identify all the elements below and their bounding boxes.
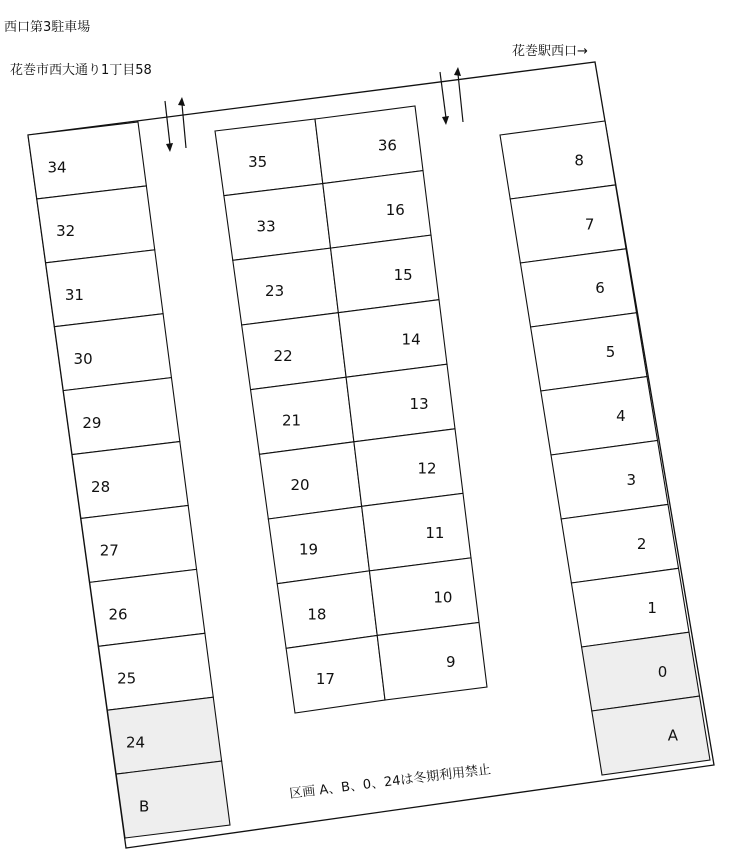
parking-stall	[286, 635, 385, 713]
stall-number-label: 14	[401, 330, 421, 349]
parking-stall	[46, 250, 163, 327]
parking-stall	[28, 122, 146, 199]
stall-area	[99, 633, 214, 710]
stall-number-label: 15	[393, 265, 413, 284]
stall-number-label: 21	[281, 411, 302, 430]
parking-stall	[90, 569, 205, 646]
stall-area	[331, 235, 439, 313]
stall-area	[90, 569, 205, 646]
stall-number-label: 9	[446, 653, 456, 672]
stall-number-label: 0	[657, 662, 668, 681]
stall-number-label: 1	[647, 598, 657, 617]
stall-number-label: 16	[385, 201, 405, 220]
stall-number-label: 29	[82, 413, 102, 432]
stall-area	[46, 250, 163, 327]
exit-arrow-up-icon	[182, 104, 186, 148]
parking-stall	[277, 571, 377, 648]
stall-number-label: 19	[298, 540, 319, 559]
station-direction-label: 花巻駅西口→	[512, 44, 588, 59]
parking-stall	[54, 314, 171, 391]
street-address-label: 花巻市西大通り1丁目58	[10, 63, 152, 78]
stall-area	[251, 377, 354, 454]
stall-number-label: 18	[307, 605, 327, 624]
stall-number-label: 5	[605, 343, 616, 362]
stall-area	[323, 171, 431, 249]
stall-number-label: 2	[636, 534, 647, 553]
stall-number-label: 23	[265, 282, 285, 301]
stall-number-label: 28	[91, 477, 111, 496]
stall-number-label: 32	[56, 222, 76, 241]
stall-area	[54, 314, 171, 391]
stall-number-label: 12	[417, 459, 437, 478]
restricted-stall-area	[116, 761, 230, 838]
stall-number-label: 31	[64, 286, 84, 305]
parking-stall	[215, 119, 323, 196]
stall-number-label: 35	[248, 153, 268, 171]
stall-number-label: 17	[315, 670, 335, 688]
stall-area	[233, 248, 339, 325]
stall-area	[377, 622, 487, 700]
page-title: 西口第3駐車場	[4, 20, 91, 35]
stall-number-label: 26	[108, 605, 128, 624]
stall-number-label: B	[139, 797, 150, 816]
stall-number-label: 20	[290, 476, 310, 495]
stall-number-label: 13	[409, 394, 429, 413]
arrow-head-up-icon	[178, 97, 185, 106]
stall-number-label: 24	[125, 733, 146, 752]
parking-stall	[116, 761, 230, 838]
stall-area	[277, 571, 377, 648]
parking-stall	[233, 248, 339, 325]
stall-area	[28, 122, 146, 199]
stall-number-label: 7	[584, 215, 595, 234]
stall-number-label: 4	[616, 407, 626, 426]
exit-arrow-up-icon	[458, 74, 463, 122]
stall-area	[346, 364, 455, 442]
stall-number-label: 3	[626, 471, 637, 489]
stall-area	[37, 186, 155, 263]
stall-number-label: 33	[256, 217, 276, 236]
stall-area	[224, 184, 331, 261]
stall-area	[354, 429, 463, 507]
parking-stalls	[28, 106, 710, 838]
stall-number-label: 6	[595, 279, 605, 298]
arrow-head-up-icon	[454, 67, 461, 76]
restricted-stall-area	[107, 697, 221, 774]
parking-stall	[81, 505, 197, 582]
stall-area	[72, 442, 188, 519]
stall-number-label: 27	[99, 541, 119, 560]
stall-number-label: 11	[425, 524, 445, 542]
parking-stall	[346, 364, 455, 442]
parking-stall	[63, 378, 180, 455]
stall-area	[242, 313, 346, 390]
parking-stall	[107, 697, 221, 774]
parking-stall	[72, 442, 188, 519]
stall-number-label: 10	[433, 588, 453, 607]
parking-stall	[251, 377, 354, 454]
parking-stall	[354, 429, 463, 507]
arrow-head-down-icon	[442, 116, 449, 125]
arrow-head-down-icon	[166, 143, 173, 152]
stall-area	[63, 378, 180, 455]
stall-number-label: 36	[377, 136, 397, 155]
stall-area	[286, 635, 385, 713]
stall-number-label: 34	[47, 158, 67, 177]
parking-stall	[37, 186, 155, 263]
entry-arrow-down-icon	[165, 101, 170, 145]
parking-stall	[369, 558, 479, 636]
stall-number-label: 30	[73, 350, 93, 368]
parking-stall	[362, 493, 471, 571]
stall-number-label: A	[667, 726, 679, 745]
stall-area	[362, 493, 471, 571]
parking-stall	[242, 313, 346, 390]
stall-number-label: 8	[574, 151, 584, 170]
parking-stall	[315, 106, 423, 184]
parking-stall	[224, 184, 331, 261]
stall-area	[268, 506, 369, 583]
parking-stall	[338, 300, 447, 378]
entry-arrow-down-icon	[440, 72, 446, 118]
stall-area	[259, 442, 361, 519]
parking-stall	[323, 171, 431, 249]
parking-stall	[268, 506, 369, 583]
parking-stall	[99, 633, 214, 710]
parking-stall	[259, 442, 361, 519]
parking-stall	[331, 235, 439, 313]
stall-area	[369, 558, 479, 636]
stall-area	[215, 119, 323, 196]
stall-area	[338, 300, 447, 378]
stall-number-label: 25	[117, 669, 137, 688]
winter-restriction-notice: 区画 A、B、0、24は冬期利用禁止	[288, 762, 492, 802]
stall-area	[315, 106, 423, 184]
stall-area	[81, 505, 197, 582]
parking-stall	[377, 622, 487, 700]
stall-number-label: 22	[273, 346, 293, 365]
